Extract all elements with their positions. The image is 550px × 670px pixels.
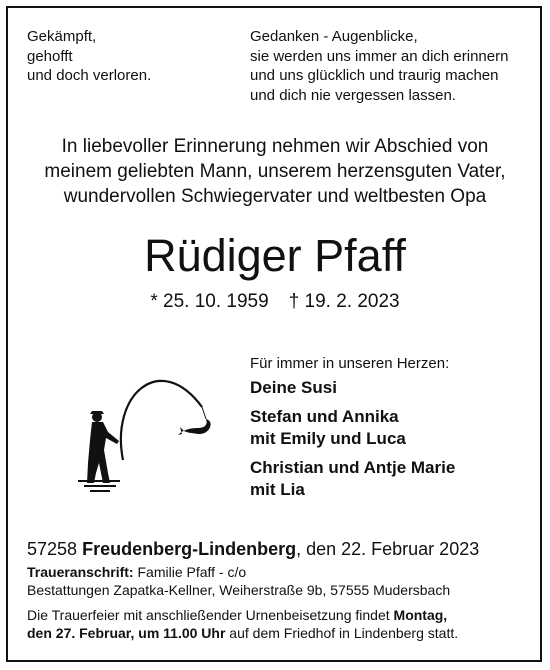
mourners-heading: Für immer in unseren Herzen:: [250, 355, 450, 372]
mourning-address: [27, 563, 450, 599]
address-label: Traueranschrift:: [27, 564, 134, 580]
death-date: † 19. 2. 2023: [288, 291, 400, 312]
poem-right-line: Gedanken - Augenblicke,: [250, 28, 418, 45]
mourner-line: mit Lia: [250, 480, 305, 499]
notice-date: , den 22. Februar 2023: [296, 539, 480, 559]
ceremony-day: Montag,: [393, 607, 448, 623]
mourner-group: [250, 406, 455, 450]
intro-line: meinem geliebten Mann, unserem herzensguten Vater,: [44, 161, 506, 182]
poem-left-line: und doch verloren.: [27, 67, 152, 84]
mourner-group: [250, 457, 455, 501]
poem-right: [250, 27, 508, 105]
mourner-line: Deine Susi: [250, 378, 337, 397]
poem-left-line: gehofft: [27, 47, 73, 65]
intro-line: In liebevoller Erinnerung nehmen wir Abschied von: [61, 136, 489, 157]
mourner-line: Stefan und Annika: [250, 407, 399, 426]
mourner-group: [250, 377, 455, 399]
birth-date: * 25. 10. 1959: [150, 291, 269, 312]
poem-right-line: sie werden uns immer an dich erinnern: [250, 47, 509, 65]
poem-left-line: Gekämpft,: [27, 28, 97, 45]
address-line-2: Bestattungen Zapatka-Kellner, Weiherstraße 9b, 57555 Mudersbach: [27, 582, 451, 598]
city-name: Freudenberg-Lindenberg: [82, 539, 297, 559]
ceremony-location: auf dem Friedhof in Lindenberg statt.: [225, 625, 459, 641]
poem-left: [27, 27, 151, 86]
ceremony-date-time: den 27. Februar, um 11.00 Uhr: [27, 625, 226, 641]
deceased-name: Rüdiger Pfaff: [144, 230, 406, 281]
address-line-1: Familie Pfaff - c/o: [133, 564, 247, 580]
mourner-line: mit Emily und Luca: [250, 429, 406, 448]
postal-code: 57258: [27, 539, 78, 559]
ceremony-text: Die Trauerfeier mit anschließender Urnenbeisetzung findet: [27, 607, 394, 623]
place-and-date: [27, 538, 479, 560]
life-dates: [0, 290, 550, 314]
poem-right-line: und uns glücklich und traurig machen: [250, 67, 499, 84]
mourners-list: [250, 354, 455, 508]
mourner-line: Christian und Antje Marie: [250, 458, 456, 477]
poem-right-line: und dich nie vergessen lassen.: [250, 86, 456, 104]
ceremony-info: [27, 606, 527, 642]
farewell-intro: [20, 134, 530, 209]
fisherman-silhouette-icon: [70, 355, 230, 495]
intro-line: wundervollen Schwiegervater und weltbesten Opa: [63, 186, 487, 207]
